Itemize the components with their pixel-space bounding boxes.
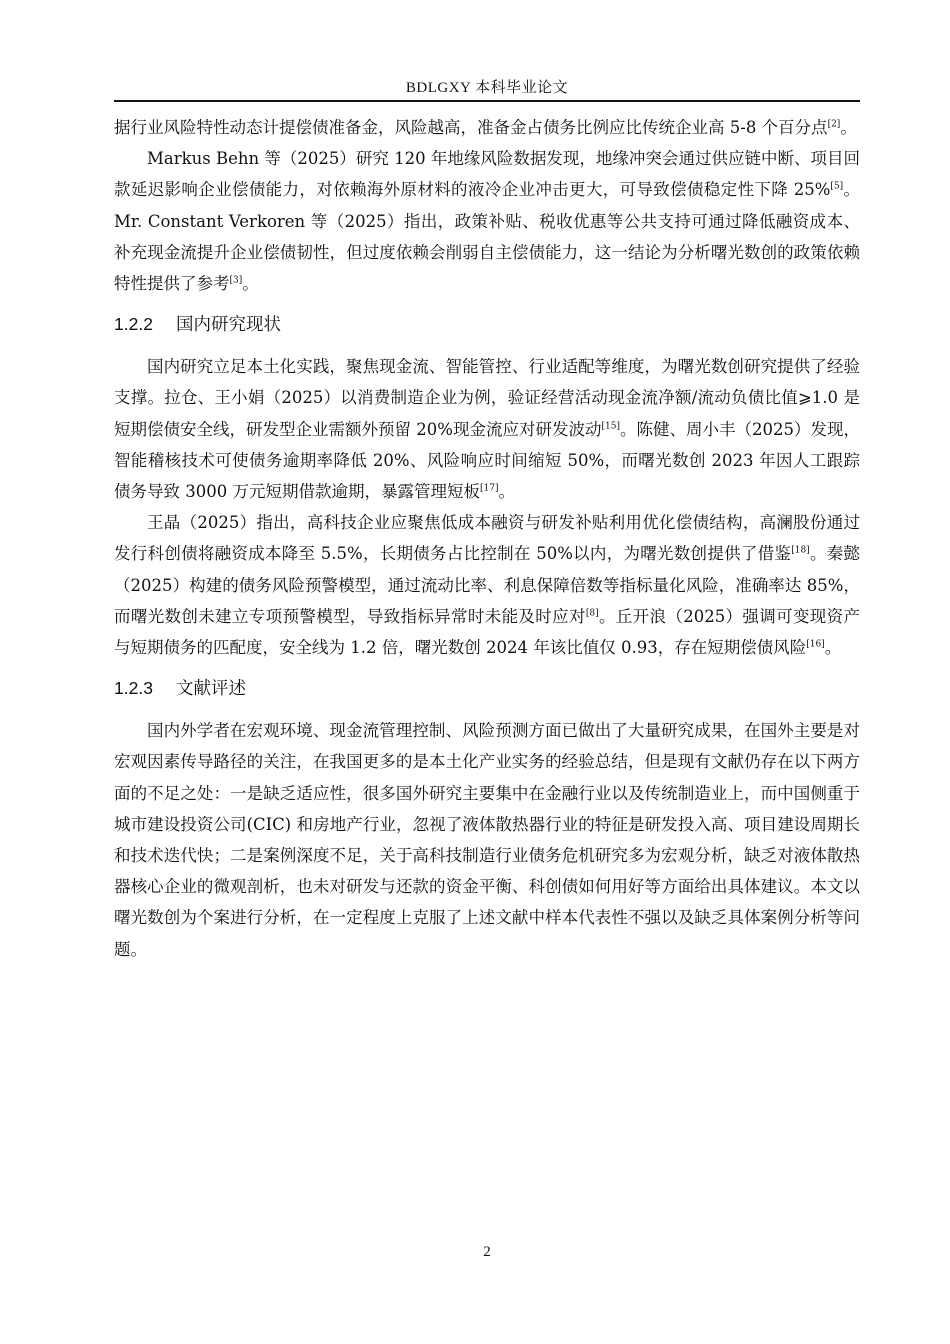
citation-ref[interactable]: [3] (229, 275, 243, 286)
citation-ref[interactable]: [15] (601, 421, 620, 432)
citation-ref[interactable]: [17] (479, 483, 499, 494)
section-number: 1.2.2 (114, 314, 153, 335)
document-body (114, 112, 860, 965)
section-title: 国内研究现状 (176, 315, 281, 336)
citation-ref[interactable]: [16] (806, 639, 825, 650)
citation-ref[interactable]: [5] (830, 181, 844, 192)
section-heading-1-2-3 (114, 673, 860, 705)
section-heading-1-2-2 (114, 309, 860, 341)
paragraph-domestic-research-1: 国内研究立足本土化实践，聚焦现金流、智能管控、行业适配等维度，为曙光数创研究提供了经验支撑。拉仓、王小娟（2025）以消费制造企业为例，验证经营活动现金流净额/流动负债比值⩾1.0 是短期偿债安全线，研发型企业需额外预留 20%现金流应对研发波动[15]。陈健、周小丰（2025）发现，智能稽核技术可使债务逾期率降低 20%、风险响应时间缩短 50%，而曙光数创 2023 年因人工跟踪债务导致 3000 万元短期借款逾期，暴露管理短板[17]。 (114, 357, 860, 502)
page-number: 2 (483, 1244, 491, 1260)
paragraph-domestic-research-2: 王晶（2025）指出，高科技企业应聚焦低成本融资与研发补贴利用优化偿债结构，高澜股份通过发行科创债将融资成本降至 5.5%，长期债务占比控制在 50%以内，为曙光数创提供了借鉴[18]。秦懿（2025）构建的债务风险预警模型，通过流动比率、利息保障倍数等指标量化风险，准确率达 85%，而曙光数创未建立专项预警模型，导致指标异常时未能及时应对[8]。丘开浪（2025）强调可变现资产与短期债务的匹配度，安全线为 1.2 倍，曙光数创 2024 年该比值仅 0.93，存在短期偿债风险[16]。 (114, 513, 861, 658)
citation-ref[interactable]: [2] (827, 119, 841, 130)
paragraph-foreign-research: Markus Behn 等（2025）研究 120 年地缘风险数据发现，地缘冲突会通过供应链中断、项目回款延迟影响企业偿债能力，对依赖海外原材料的液冷企业冲击更大，可导致偿债稳定性下降 25%[5]。Mr. Constant Verkoren 等（2025）指出，政策补贴、税收优惠等公共支持可通过降低融资成本、补充现金流提升企业偿债韧性，但过度依赖会削弱自主偿债能力，这一结论为分析曙光数创的政策依赖特性提供了参考[3]。 (114, 149, 861, 294)
paragraph-literature-review: 国内外学者在宏观环境、现金流管理控制、风险预测方面已做出了大量研究成果，在国外主要是对宏观因素传导路径的关注，在我国更多的是本土化产业实务的经验总结，但是现有文献仍存在以下两方面的不足之处：一是缺乏适应性，很多国外研究主要集中在金融行业以及传统制造业上，而中国侧重于城市建设投资公司(CIC) 和房地产行业，忽视了液体散热器行业的特征是研发投入高、项目建设周期长和技术迭代快；二是案例深度不足，关于高科技制造行业债务危机研究多为宏观分析，缺乏对液体散热器核心企业的微观剖析，也未对研发与还款的资金平衡、科创债如何用好等方面给出具体建议。本文以曙光数创为个案进行分析，在一定程度上克服了上述文献中样本代表性不强以及缺乏具体案例分析等问题。 (114, 721, 860, 959)
section-number: 1.2.3 (114, 678, 153, 699)
citation-ref[interactable]: [8] (585, 608, 599, 619)
section-title: 文献评述 (176, 679, 246, 700)
header-divider (114, 100, 860, 102)
page-header: BDLGXY 本科毕业论文 (405, 80, 569, 96)
paragraph-continuation: 据行业风险特性动态计提偿债准备金，风险越高，准备金占债务比例应比传统企业高 5-8 个百分点[2]。 (114, 118, 857, 137)
citation-ref[interactable]: [18] (791, 545, 810, 556)
